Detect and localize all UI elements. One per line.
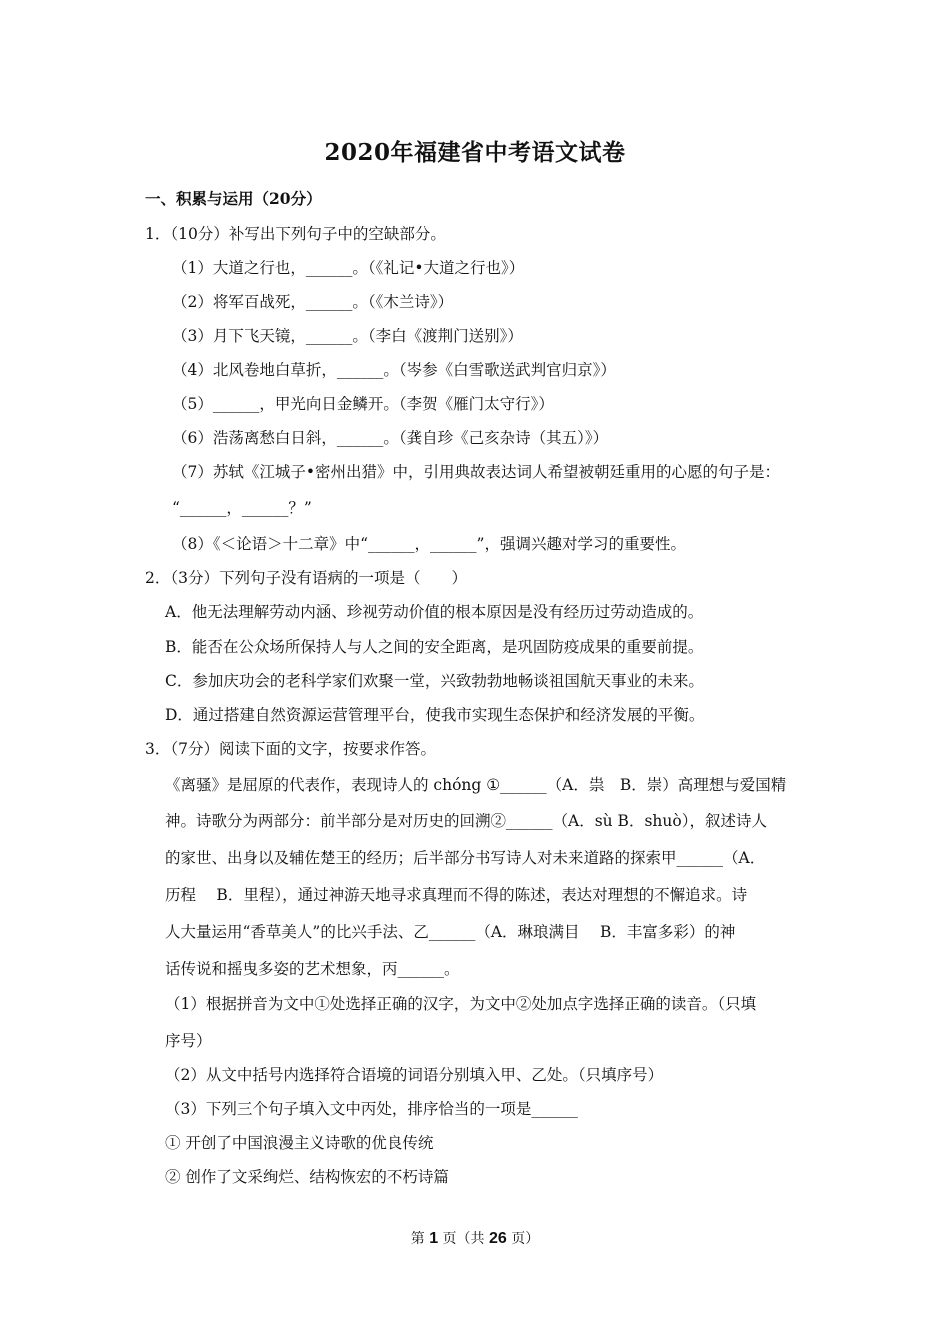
q1-item-5: （5）______，甲光向日金鳞开。（李贺《雁门太守行》）: [172, 395, 554, 413]
q1-item-3: （3）月下飞天镜，______。（李白《渡荆门送别》）: [172, 327, 523, 345]
q3-task-3: （3）下列三个句子填入文中丙处，排序恰当的一项是______: [165, 1100, 578, 1118]
footer-mid: 页（共: [438, 1231, 489, 1247]
q2-option-c: C．参加庆功会的老科学家们欢聚一堂，兴致勃勃地畅谈祖国航天事业的未来。: [165, 672, 704, 690]
q1-item-8: （8）《＜论语＞十二章》中“______，______”，强调兴趣对学习的重要性。: [172, 535, 686, 553]
footer-prefix: 第: [410, 1231, 430, 1247]
total-pages-number: 26: [489, 1230, 507, 1247]
q1-item-2: （2）将军百战死，______。（《木兰诗》）: [172, 293, 454, 311]
q2-option-b: B．能否在公众场所保持人与人之间的安全距离，是巩固防疫成果的重要前提。: [165, 638, 704, 656]
q3-passage-line: 的家世、出身以及辅佐楚王的经历；后半部分书写诗人对未来道路的探索甲______（A．: [165, 849, 766, 867]
q3-passage-line: 历程 B．里程），通过神游天地寻求真理而不得的陈述，表达对理想的不懈追求。诗: [165, 886, 748, 904]
q3-passage-line: 神。诗歌分为两部分：前半部分是对历史的回溯②______（A．sù B．shuò），叙述诗人: [165, 812, 767, 830]
question-2-stem: 2．（3分）下列句子没有语病的一项是（ ）: [145, 569, 467, 587]
q3-task-1-cont: 序号）: [165, 1032, 212, 1050]
section-heading: 一、积累与运用（20分）: [145, 189, 322, 208]
q2-option-a: A．他无法理解劳动内涵、珍视劳动价值的根本原因是没有经历过劳动造成的。: [165, 603, 704, 621]
footer-suffix: 页）: [506, 1231, 540, 1247]
q3-sentence-1: ① 开创了中国浪漫主义诗歌的优良传统: [165, 1134, 434, 1152]
q3-passage-line: 《离骚》是屈原的代表作，表现诗人的 chóng ①______（A．祟 B．崇）高理想与爱国精: [165, 776, 787, 794]
page-title: 2020年福建省中考语文试卷: [324, 139, 626, 166]
q3-passage-line: 话传说和摇曳多姿的艺术想象，丙______。: [165, 960, 460, 978]
q2-option-d: D．通过搭建自然资源运营管理平台，使我市实现生态保护和经济发展的平衡。: [165, 706, 705, 724]
q1-item-6: （6）浩荡离愁白日斜，______。（龚自珍《己亥杂诗（其五）》）: [172, 429, 609, 447]
q1-item-7: （7）苏轼《江城子•密州出猎》中，引用典故表达词人希望被朝廷重用的心愿的句子是：: [172, 463, 781, 481]
q3-passage-line: 人大量运用“香草美人”的比兴手法、乙______（A．琳琅满目 B．丰富多彩）的神: [165, 923, 736, 941]
question-3-stem: 3．（7分）阅读下面的文字，按要求作答。: [145, 740, 436, 758]
q3-sentence-2: ② 创作了文采绚烂、结构恢宏的不朽诗篇: [165, 1168, 449, 1186]
q3-task-1: （1）根据拼音为文中①处选择正确的汉字，为文中②处加点字选择正确的读音。（只填: [165, 995, 757, 1013]
q1-item-4: （4）北风卷地白草折，______。（岑参《白雪歌送武判官归京》）: [172, 361, 616, 379]
question-1-stem: 1．（10分）补写出下列句子中的空缺部分。: [145, 225, 446, 243]
q3-task-2: （2）从文中括号内选择符合语境的词语分别填入甲、乙处。（只填序号）: [165, 1066, 664, 1084]
q1-item-1: （1）大道之行也，______。（《礼记•大道之行也》）: [172, 259, 525, 277]
page-footer: [0, 1228, 950, 1248]
q1-item-7-answer: “______，______？”: [172, 499, 312, 517]
current-page-number: 1: [429, 1230, 439, 1247]
